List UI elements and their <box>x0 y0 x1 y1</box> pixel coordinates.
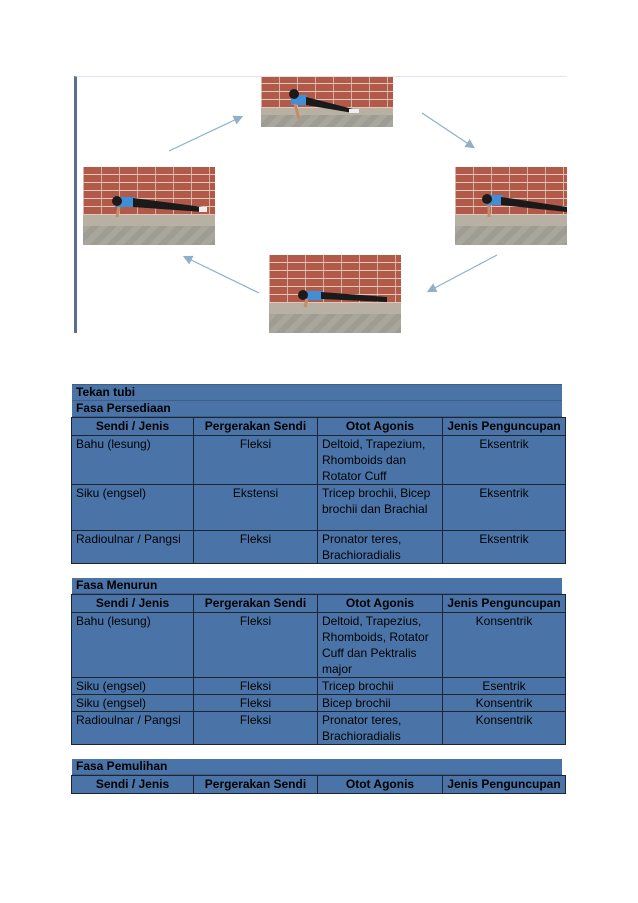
phase-table <box>71 775 566 794</box>
cell-sendi: Siku (engsel) <box>72 678 194 695</box>
header-jenis: Jenis Penguncupan <box>443 776 566 794</box>
phase-title: Fasa Persediaan <box>72 401 562 417</box>
cell-otot: Pronator teres, Brachioradialis <box>318 712 443 745</box>
header-pergerakan: Pergerakan Sendi <box>194 595 318 613</box>
arrow-right-to-bottom <box>429 255 497 291</box>
cell-sendi: Bahu (lesung) <box>72 436 194 485</box>
cell-pergerakan: Fleksi <box>194 436 318 485</box>
table-row <box>72 695 566 712</box>
header-pergerakan: Pergerakan Sendi <box>194 418 318 436</box>
cell-pergerakan: Fleksi <box>194 531 318 564</box>
header-otot: Otot Agonis <box>318 595 443 613</box>
table-header-row <box>72 595 566 613</box>
phase-table <box>71 417 566 564</box>
arrow-bottom-to-left <box>185 257 259 293</box>
table-row <box>72 678 566 695</box>
table-row <box>72 531 566 564</box>
phase-title: Fasa Menurun <box>72 578 562 594</box>
header-jenis: Jenis Penguncupan <box>443 595 566 613</box>
cell-jenis: Konsentrik <box>443 712 566 745</box>
muscle-analysis-table <box>72 384 566 794</box>
cell-sendi: Radioulnar / Pangsi <box>72 712 194 745</box>
cell-sendi: Siku (engsel) <box>72 695 194 712</box>
phase-table <box>71 594 566 745</box>
table-row <box>72 712 566 745</box>
table-row <box>72 613 566 678</box>
cell-jenis: Konsentrik <box>443 695 566 712</box>
table-title: Tekan tubi <box>72 384 562 401</box>
arrow-left-to-top <box>169 117 241 151</box>
cell-pergerakan: Ekstensi <box>194 485 318 531</box>
cell-otot: Deltoid, Trapezium, Rhomboids dan Rotator Cuff <box>318 436 443 485</box>
phase-title: Fasa Pemulihan <box>72 759 562 775</box>
cell-otot: Pronator teres, Brachioradialis <box>318 531 443 564</box>
cell-otot: Deltoid, Trapezius, Rhomboids, Rotator Cuff dan Pektralis major <box>318 613 443 678</box>
table-header-row <box>72 776 566 794</box>
cell-sendi: Radioulnar / Pangsi <box>72 531 194 564</box>
cell-pergerakan: Fleksi <box>194 695 318 712</box>
cell-pergerakan: Fleksi <box>194 678 318 695</box>
table-row <box>72 485 566 531</box>
cell-sendi: Siku (engsel) <box>72 485 194 531</box>
table-header-row <box>72 418 566 436</box>
cycle-arrows <box>77 77 567 333</box>
cell-otot: Bicep brochii <box>318 695 443 712</box>
cell-sendi: Bahu (lesung) <box>72 613 194 678</box>
arrow-top-to-right <box>422 113 473 147</box>
header-sendi: Sendi / Jenis <box>72 418 194 436</box>
cell-jenis: Eksentrik <box>443 531 566 564</box>
push-up-cycle-figure <box>74 76 567 333</box>
table-row <box>72 436 566 485</box>
cell-otot: Tricep brochii, Bicep brochii dan Brachial <box>318 485 443 531</box>
header-jenis: Jenis Penguncupan <box>443 418 566 436</box>
header-sendi: Sendi / Jenis <box>72 776 194 794</box>
cell-otot: Tricep brochii <box>318 678 443 695</box>
header-otot: Otot Agonis <box>318 776 443 794</box>
cell-pergerakan: Fleksi <box>194 613 318 678</box>
header-pergerakan: Pergerakan Sendi <box>194 776 318 794</box>
cell-jenis: Esentrik <box>443 678 566 695</box>
header-sendi: Sendi / Jenis <box>72 595 194 613</box>
cell-pergerakan: Fleksi <box>194 712 318 745</box>
header-otot: Otot Agonis <box>318 418 443 436</box>
cell-jenis: Eksentrik <box>443 485 566 531</box>
cell-jenis: Konsentrik <box>443 613 566 678</box>
cell-jenis: Eksentrik <box>443 436 566 485</box>
